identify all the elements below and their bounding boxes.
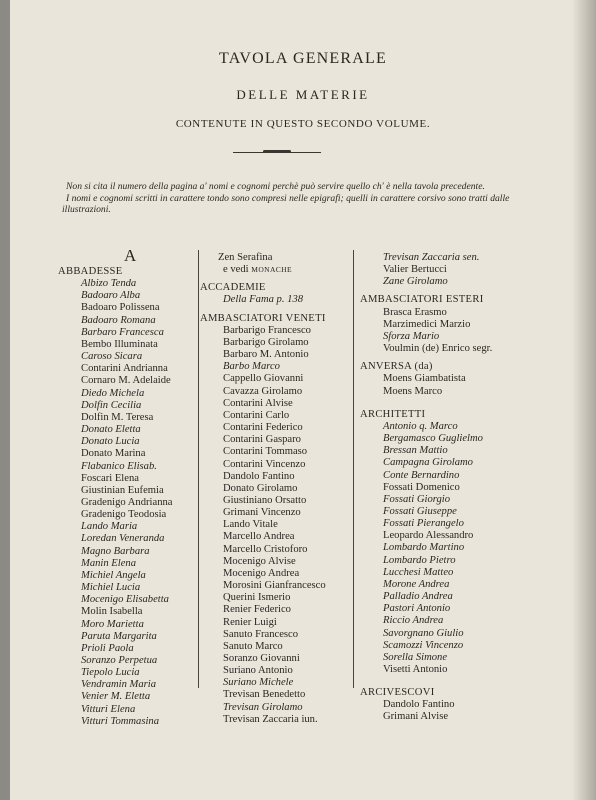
index-entry: Moens Giambatista [383, 373, 466, 385]
index-entry: Querini Ismerio [223, 592, 291, 604]
section-heading: AMBASCIATORI ESTERI [360, 294, 484, 306]
entry-list [360, 421, 492, 676]
index-entry: Cavazza Girolamo [223, 385, 303, 397]
index-entry: Marcello Cristoforo [223, 543, 308, 555]
index-entry: Trevisan Zaccaria sen. [383, 252, 480, 263]
index-entry: Venier M. Eletta [81, 691, 151, 703]
entry-list [200, 325, 326, 726]
index-entry: Visetti Antonio [383, 664, 448, 675]
index-entry: Barbaro Francesca [81, 326, 164, 338]
index-entry: Giustinian Eufemia [81, 484, 164, 496]
index-entry: Trevisan Benedetto [223, 689, 306, 701]
index-entry: Michiel Lucia [81, 582, 141, 594]
index-entry: Trevisan Zaccaria iun. [223, 713, 318, 725]
index-entry: Marcello Andrea [223, 531, 295, 543]
index-entry: Valier Bertucci [383, 264, 447, 276]
book-page [10, 0, 596, 800]
index-entry: Fossati Giuseppe [383, 505, 457, 517]
index-entry: Albizo Tenda [81, 278, 137, 290]
index-entry: Donato Eletta [81, 424, 141, 436]
index-entry: Barbarigo Francesco [223, 324, 311, 336]
column-divider [353, 250, 354, 688]
index-entry: Sanuto Francesco [223, 628, 299, 640]
index-entry: Tiepolo Lucia [81, 667, 140, 679]
index-entry: Badoaro Alba [81, 290, 141, 302]
index-entry: Donato Girolamo [223, 482, 298, 494]
index-entry: Paruta Margarita [81, 630, 157, 642]
index-entry: Donato Lucia [81, 436, 140, 448]
index-entry: Mocenigo Alvise [223, 555, 296, 567]
index-entry: Moro Marietta [81, 618, 144, 630]
index-entry: Mocenigo Andrea [223, 567, 300, 579]
index-entry: Soranzo Giovanni [223, 653, 300, 664]
index-entry: Sforza Mario [383, 330, 440, 342]
index-entry: Badoaro Romana [81, 314, 156, 326]
intro-note [62, 181, 532, 216]
entry-list [360, 307, 492, 356]
index-entry: Renier Luigi [223, 616, 277, 628]
index-entry: Bressan Mattio [383, 445, 448, 457]
index-entry: Riccio Andrea [383, 615, 444, 627]
index-entry: Antonio q. Marco [383, 420, 458, 432]
index-entry: Barbo Marco [223, 361, 280, 373]
index-entry: Cornaro M. Adelaide [81, 375, 171, 387]
index-entry: Contarini Tommaso [223, 446, 308, 458]
section-heading: AMBASCIATORI VENETI [200, 312, 326, 324]
index-entry: Lando Maria [81, 521, 138, 533]
entry-list [58, 278, 173, 728]
index-entry: Dolfin M. Teresa [81, 411, 154, 423]
index-entry: Voulmin (de) Enrico segr. [383, 343, 493, 355]
index-entry: Michiel Angela [81, 569, 146, 581]
index-entry: Contarini Alvise [223, 397, 293, 409]
section-heading: ANVERSA (da) [360, 361, 433, 373]
index-entry: Suriano Michele [223, 677, 294, 689]
index-entry: Gradenigo Teodosia [81, 509, 167, 521]
index-entry: Bergamasco Guglielmo [383, 433, 483, 445]
index-entry: Cappello Giovanni [223, 373, 304, 385]
index-entry: Conte Bernardino [383, 469, 460, 481]
index-entry: Prioli Paola [81, 642, 134, 654]
index-entry: Palladio Andrea [383, 591, 453, 603]
index-entry: Magno Barbara [81, 545, 150, 557]
index-entry: Grimani Alvise [383, 711, 449, 723]
index-entry: Diedo Michela [81, 387, 145, 399]
index-entry: Gradenigo Andrianna [81, 496, 173, 508]
index-entry: Contarini Gasparo [223, 434, 301, 446]
entry-list [360, 252, 492, 288]
index-entry: Morosini Gianfrancesco [223, 580, 326, 592]
index-entry: Sanuto Marco [223, 640, 283, 652]
index-entry: Marzimedici Marzio [383, 318, 471, 330]
index-entry: Manin Elena [81, 557, 137, 569]
volume-caption: CONTENUTE IN QUESTO SECONDO VOLUME. [175, 118, 431, 130]
index-entry: Zen Serafina [218, 252, 273, 263]
index-entry: Donato Marina [81, 448, 146, 460]
index-column-3 [360, 252, 492, 724]
index-entry: Lando Vitale [223, 519, 278, 531]
see-prefix: e vedi [223, 264, 249, 276]
index-entry: Contarini Federico [223, 422, 303, 434]
index-entry: Contarini Vincenzo [223, 458, 306, 470]
index-entry: Lombardo Martino [383, 542, 465, 554]
index-entry: Vitturi Tommasina [81, 715, 159, 727]
index-entry: Della Fama p. 138 [223, 294, 304, 306]
index-entry: Lucchesi Matteo [383, 566, 454, 578]
index-entry: Flabanico Elisab. [81, 460, 157, 472]
section-heading: ARCIVESCOVI [360, 687, 435, 699]
index-entry: Grimani Vincenzo [223, 507, 301, 519]
index-entry: Contarini Carlo [223, 409, 290, 421]
index-entry: Renier Federico [223, 604, 291, 616]
index-entry: Zane Girolamo [383, 276, 448, 288]
index-entry: Dandolo Fantino [223, 470, 295, 482]
index-entry: Savorgnano Giulio [383, 627, 464, 639]
index-entry: Brasca Erasmo [383, 306, 447, 318]
index-column-2 [200, 252, 326, 726]
index-entry: Fossati Pierangelo [383, 518, 464, 530]
section-heading: ABBADESSE [58, 266, 123, 277]
index-column-1 [58, 246, 173, 728]
index-entry: Fossati Giorgio [383, 493, 451, 505]
index-entry: Soranzo Perpetua [81, 655, 158, 666]
index-entry: Contarini Andrianna [81, 363, 168, 375]
index-entry: Vitturi Elena [81, 703, 136, 715]
index-entry: Leopardo Alessandro [383, 530, 474, 542]
index-entry: Barbaro M. Antonio [223, 349, 309, 361]
index-entry: Scamozzi Vincenzo [383, 639, 464, 651]
entry-list [360, 699, 492, 723]
page-subtitle: DELLE MATERIE [236, 87, 370, 102]
index-entry: Barbarigo Girolamo [223, 336, 309, 348]
index-entry: Suriano Antonio [223, 665, 293, 677]
section-heading: ARCHITETTI [360, 408, 426, 420]
intro-paragraph: Non si cita il numero della pagina a' nomi e cognomi perchè può servire quello ch' è nella tavola precedente. [66, 181, 485, 192]
index-entry: Foscari Elena [81, 472, 139, 484]
index-entry: Trevisan Girolamo [223, 701, 303, 713]
index-entry: Dandolo Fantino [383, 699, 455, 711]
column-divider [198, 250, 199, 688]
see-target: MONACHE [251, 265, 292, 275]
index-entry: Pastori Antonio [383, 603, 451, 615]
index-entry: Loredan Veneranda [81, 533, 165, 545]
index-entry: Molin Isabella [81, 606, 143, 618]
index-entry: Mocenigo Elisabetta [81, 594, 169, 606]
entry-list [360, 373, 492, 397]
index-entry: Bembo Illuminata [81, 338, 158, 350]
index-entry: Dolfin Cecilia [81, 399, 142, 411]
index-entry: Lombardo Pietro [383, 554, 456, 566]
index-entry: Caroso Sicara [81, 351, 143, 363]
section-heading: ACCADEMIE [200, 282, 266, 294]
index-entry: Badoaro Polissena [81, 302, 160, 314]
index-entry: Fossati Domenico [383, 481, 460, 493]
intro-paragraph: I nomi e cognomi scritti in carattere tondo sono compresi nelle epigrafi; quelli in carattere corsivo sono tratti dalle illustrazioni. [62, 192, 510, 216]
ornament-rule [233, 150, 321, 154]
index-entry: Morone Andrea [383, 578, 450, 590]
index-entry: Giustiniano Orsatto [223, 494, 307, 506]
section-letter: A [124, 246, 137, 265]
see-also [200, 264, 326, 276]
index-entry: Moens Marco [383, 385, 443, 397]
page-title: TAVOLA GENERALE [219, 50, 387, 67]
index-entry: Vendramin Maria [81, 679, 157, 691]
index-entry: Campagna Girolamo [383, 457, 473, 469]
index-entry: Sorella Simone [383, 651, 448, 663]
